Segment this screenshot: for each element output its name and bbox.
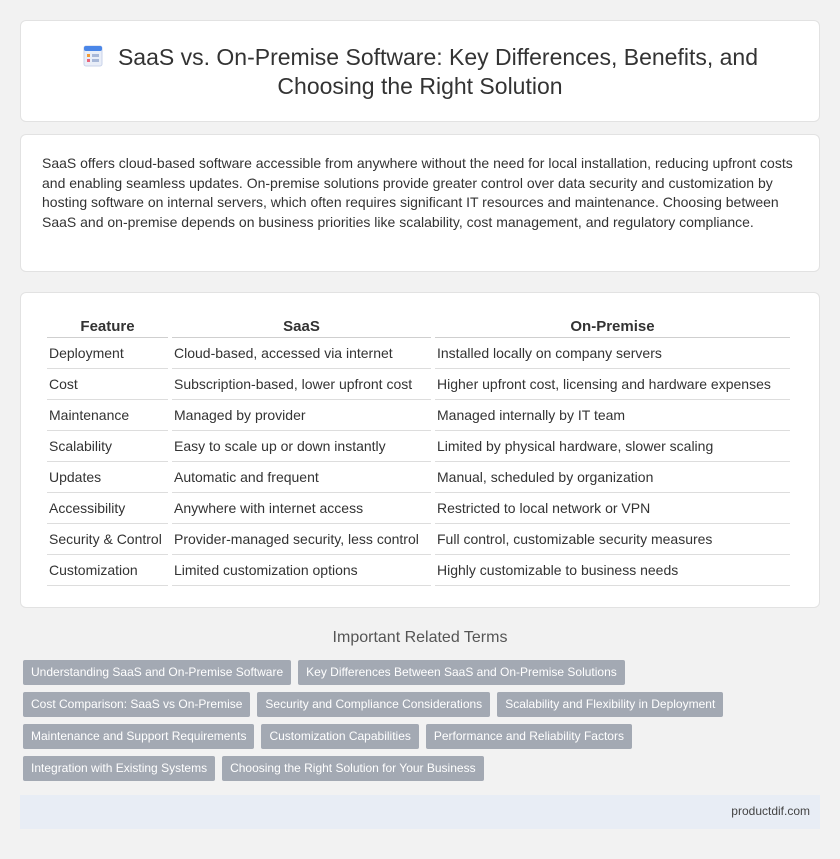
footer <box>20 795 820 829</box>
cell-feature: Customization <box>47 555 168 586</box>
cell-on-premise: Restricted to local network or VPN <box>435 493 790 524</box>
related-term-tag[interactable]: Scalability and Flexibility in Deployment <box>497 692 723 717</box>
related-term-tag[interactable]: Maintenance and Support Requirements <box>23 724 254 749</box>
cell-saas: Easy to scale up or down instantly <box>172 431 431 462</box>
header-saas: SaaS <box>172 314 431 338</box>
cell-on-premise: Highly customizable to business needs <box>435 555 790 586</box>
intro-paragraph: SaaS offers cloud-based software accessible from anywhere without the need for local installation, reducing upfront costs and enabling seamless updates. On-premise solutions provide greater control over data security and customization by hosting software on internal servers, which often requires significant IT resources and maintenance. Choosing between SaaS and on-premise depends on business priorities like scalability, cost management, and regulatory compliance. <box>42 155 793 230</box>
related-term-tag[interactable]: Performance and Reliability Factors <box>426 724 632 749</box>
intro-card <box>20 134 820 272</box>
tag-row <box>23 724 803 756</box>
cell-saas: Anywhere with internet access <box>172 493 431 524</box>
cell-on-premise: Managed internally by IT team <box>435 400 790 431</box>
table-header-row <box>47 314 790 338</box>
cell-saas: Subscription-based, lower upfront cost <box>172 369 431 400</box>
title-wrap <box>21 43 819 101</box>
comparison-table <box>43 314 794 586</box>
table-row <box>47 400 790 431</box>
related-term-tag[interactable]: Understanding SaaS and On-Premise Software <box>23 660 291 685</box>
related-term-tag[interactable]: Cost Comparison: SaaS vs On-Premise <box>23 692 250 717</box>
related-term-tag[interactable]: Customization Capabilities <box>261 724 418 749</box>
cell-feature: Accessibility <box>47 493 168 524</box>
cell-saas: Automatic and frequent <box>172 462 431 493</box>
cell-feature: Updates <box>47 462 168 493</box>
page-title: SaaS vs. On-Premise Software: Key Differences, Benefits, and Choosing the Right Solution <box>117 44 759 99</box>
related-term-tag[interactable]: Integration with Existing Systems <box>23 756 215 781</box>
header-card <box>20 20 820 122</box>
header-feature: Feature <box>47 314 168 338</box>
table-row <box>47 369 790 400</box>
cell-feature: Maintenance <box>47 400 168 431</box>
table-row <box>47 493 790 524</box>
related-terms-title: Important Related Terms <box>332 629 508 646</box>
cell-saas: Limited customization options <box>172 555 431 586</box>
table-row <box>47 431 790 462</box>
table-row <box>47 555 790 586</box>
table-row <box>47 462 790 493</box>
related-term-tag[interactable]: Choosing the Right Solution for Your Business <box>222 756 484 781</box>
header-on-premise: On-Premise <box>435 314 790 338</box>
cell-on-premise: Full control, customizable security measures <box>435 524 790 555</box>
cell-feature: Cost <box>47 369 168 400</box>
related-terms-tags <box>23 660 803 788</box>
cell-feature: Deployment <box>47 338 168 369</box>
tag-row <box>23 756 803 788</box>
related-term-tag[interactable]: Security and Compliance Considerations <box>257 692 490 717</box>
cell-feature: Scalability <box>47 431 168 462</box>
footer-site-name[interactable]: productdif.com <box>731 804 810 818</box>
tag-row <box>23 692 803 724</box>
related-term-tag[interactable]: Key Differences Between SaaS and On-Premise Solutions <box>298 660 625 685</box>
cell-on-premise: Limited by physical hardware, slower scaling <box>435 431 790 462</box>
cell-saas: Provider-managed security, less control <box>172 524 431 555</box>
document-icon <box>82 45 104 72</box>
cell-on-premise: Higher upfront cost, licensing and hardware expenses <box>435 369 790 400</box>
table-row <box>47 338 790 369</box>
cell-saas: Managed by provider <box>172 400 431 431</box>
cell-saas: Cloud-based, accessed via internet <box>172 338 431 369</box>
table-row <box>47 524 790 555</box>
tag-row <box>23 660 803 692</box>
cell-on-premise: Manual, scheduled by organization <box>435 462 790 493</box>
comparison-table-card <box>20 292 820 608</box>
cell-feature: Security & Control <box>47 524 168 555</box>
cell-on-premise: Installed locally on company servers <box>435 338 790 369</box>
